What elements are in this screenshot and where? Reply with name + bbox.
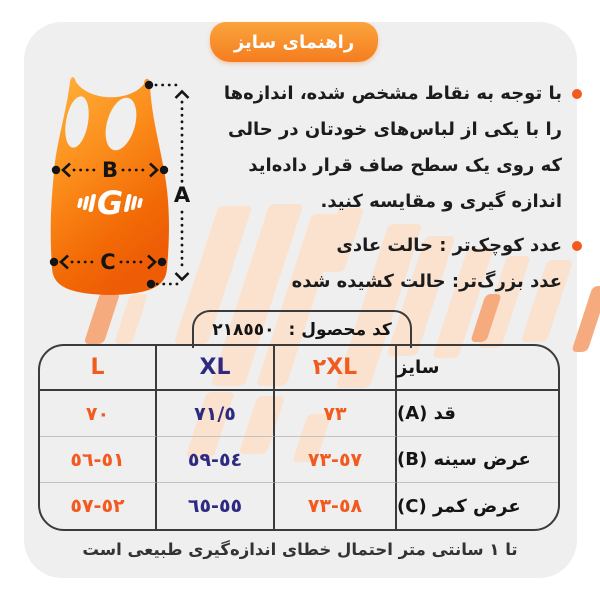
size-value-height-2xl: ٧٣ bbox=[275, 391, 397, 437]
size-value-waist-xl: ٥٥-٦٥ bbox=[157, 483, 275, 529]
column-header-2xl: ٢XL bbox=[275, 346, 397, 391]
instruction-line: با توجه به نقاط مشخص شده، اندازه‌ها bbox=[223, 83, 562, 104]
title-badge bbox=[210, 22, 378, 62]
instructions-list bbox=[212, 76, 582, 300]
tank-top-diagram bbox=[30, 72, 230, 307]
row-label-chest: عرض سینه (B) bbox=[397, 437, 558, 483]
instruction-line: که روی یک سطح صاف قرار داده‌اید bbox=[248, 155, 562, 176]
column-header-xl: XL bbox=[157, 346, 275, 391]
size-value-chest-2xl: ٥٧-٧٣ bbox=[275, 437, 397, 483]
bullet-dot bbox=[572, 241, 582, 251]
product-code-pill bbox=[192, 310, 412, 348]
column-header-size: سایز bbox=[397, 346, 558, 391]
bullet-dot bbox=[572, 89, 582, 99]
footnote: تا ١ سانتی متر احتمال خطای اندازه‌گیری طبیعی است bbox=[82, 540, 518, 559]
size-value-waist-l: ٥٢-٥٧ bbox=[40, 483, 157, 529]
dimension-label-b: B bbox=[101, 158, 119, 182]
instruction-line: اندازه گیری و مقایسه کنید. bbox=[320, 191, 562, 212]
logo-letter: G bbox=[96, 184, 124, 222]
dimension-label-a: A bbox=[173, 183, 191, 207]
size-value-height-l: ٧٠ bbox=[40, 391, 157, 437]
size-value-chest-l: ٥١-٥٦ bbox=[40, 437, 157, 483]
page-title: راهنمای سایز bbox=[233, 31, 355, 53]
instruction-bullet-1 bbox=[212, 76, 582, 220]
size-value-waist-2xl: ٥٨-٧٣ bbox=[275, 483, 397, 529]
row-label-height: قد (A) bbox=[397, 391, 558, 437]
size-table bbox=[38, 344, 560, 531]
column-header-l: L bbox=[40, 346, 157, 391]
size-value-chest-xl: ٥٤-٥٩ bbox=[157, 437, 275, 483]
dimension-label-c: C bbox=[100, 250, 116, 274]
instruction-bullet-2 bbox=[212, 228, 582, 300]
instruction-line: را با یکی از لباس‌های خودتان در حالی bbox=[227, 119, 562, 140]
product-code-label: کد محصول : bbox=[288, 320, 392, 340]
row-label-waist: عرض کمر (C) bbox=[397, 495, 521, 517]
instruction-line: عدد بزرگ‌تر: حالت کشیده شده bbox=[291, 271, 562, 292]
size-value-height-xl: ٧١/٥ bbox=[157, 391, 275, 437]
instruction-line: عدد کوچک‌تر : حالت عادی bbox=[336, 235, 562, 256]
product-code-value: ٢١٨٥٥٠ bbox=[212, 320, 275, 340]
